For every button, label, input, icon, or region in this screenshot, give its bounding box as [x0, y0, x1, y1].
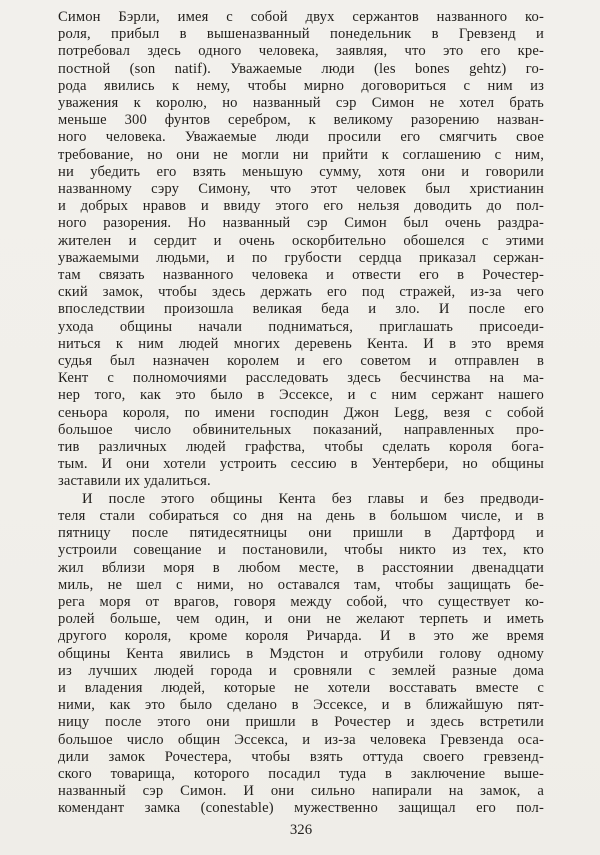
paragraph — [58, 491, 544, 818]
text-line: потребовал здесь одного человека, заявляя, что это его кре- — [58, 43, 544, 60]
text-line: судья был назначен королем и его советом и отправлен в — [58, 353, 544, 370]
text-line: уважаемыми людьми, и по грубости сердца приказал сержан- — [58, 249, 544, 266]
text-line: сеньора короля, по имени господин Джон Legg, везя с собой — [58, 404, 544, 421]
text-line: ницу после этого они пришли в Рочестер и здесь встретили — [58, 714, 544, 731]
text-line: ни убедить его взять меньшую сумму, хотя они и говорили — [58, 163, 544, 180]
text-line: дили замок Рочестера, чтобы взять оттуда своего гревзенд- — [58, 748, 544, 765]
page-number: 326 — [289, 822, 313, 838]
text-line: тив различных людей графства, чтобы сделать короля бога- — [58, 439, 544, 456]
text-line: И после этого общины Кента без главы и без предводи- — [82, 490, 544, 507]
text-line: нер того, как это было в Эссексе, и с ним сержант нашего — [58, 387, 544, 404]
text-line: тым. И они хотели устроить сессию в Уентербери, но общины — [58, 456, 544, 473]
text-line: ухода общины начали подниматься, приглашать присоеди- — [58, 318, 544, 335]
text-line: большое число обвинительных показаний, направленных про- — [58, 421, 544, 438]
text-line: другого короля, кроме короля Ричарда. И в это же время — [58, 628, 544, 645]
text-line: меньше 300 фунтов серебром, к великому разорению назван- — [58, 112, 544, 129]
text-line: названный сэр Симон. И они сильно напирали на замок, а — [58, 783, 544, 800]
text-line: и добрых нравов и ввиду этого его нельзя доводить до пол- — [58, 198, 544, 215]
text-line: жил вблизи моря в любом месте, в расстоянии двенадцати — [58, 559, 544, 576]
text-line: роля, прибыл в вышеназванный понедельник в Гревзенд и — [58, 26, 544, 43]
text-line: заставили их удалиться. — [58, 473, 211, 490]
text-line: ними, как это было сделано в Эссексе, и в ближайшую пят- — [58, 697, 544, 714]
text-line: впоследствии произошла великая беда и зло. И после его — [58, 301, 544, 318]
paragraph — [58, 9, 544, 491]
text-line: ролей больше, чем один, и они не желают терпеть и иметь — [58, 611, 544, 628]
text-line: там связать названного человека и отвести его в Рочестер- — [58, 267, 544, 284]
text-line: теля стали собираться со дня на день в большом числе, и в — [58, 507, 544, 524]
text-line: названному сэру Симону, что этот человек был христианин — [58, 181, 544, 198]
text-line: ского товарища, которого посадил туда в заключение выше- — [58, 765, 544, 782]
text-line: Кент с полномочиями расследовать здесь бесчинства на ма- — [58, 370, 544, 387]
text-line: рода явились к нему, чтобы мирно договориться с ним из — [58, 77, 544, 94]
text-line: жителен и сердит и очень оскорбительно обошелся с этими — [58, 232, 544, 249]
text-line: ного разорения. Но названный сэр Симон был очень раздра- — [58, 215, 544, 232]
text-line: пятницу после пятидесятницы они пришли в Дартфорд и — [58, 525, 544, 542]
text-line: миль, не шел с ними, но оставался там, чтобы защищать бе- — [58, 576, 544, 593]
text-line: требование, но они не могли ни прийти к соглашению с ним, — [58, 146, 544, 163]
text-line: и владения людей, которые не хотели восставать вместе с — [58, 679, 544, 696]
text-line: постной (son natif). Уважаемые люди (les bones gehtz) го- — [58, 60, 544, 77]
text-block — [58, 9, 544, 818]
text-line: Симон Бэрли, имея с собой двух сержантов названного ко- — [58, 9, 544, 25]
text-line: уважения к королю, но названный сэр Симон не хотел брать — [58, 95, 544, 112]
text-line: ниться к ним людей многих деревень Кента. И в это время — [58, 335, 544, 352]
text-line: устроили совещание и постановили, чтобы никто из тех, кто — [58, 542, 544, 559]
text-line: рега моря от врагов, говоря между собой, что существует ко- — [58, 593, 544, 610]
text-line: ного человека. Уважаемые люди просили его смягчить свое — [58, 129, 544, 146]
text-line: комендант замка (conestable) мужественно защищал его пол- — [58, 800, 544, 817]
text-line: общины Кента явились в Мэдстон и отрубили голову одному — [58, 645, 544, 662]
text-line: из лучших людей города и сровняли с землей разные дома — [58, 662, 544, 679]
text-line: ский замок, чтобы здесь держать его под стражей, из-за чего — [58, 284, 544, 301]
text-line: большое число общин Эссекса, и из-за человека Гревзенда оса- — [58, 731, 544, 748]
